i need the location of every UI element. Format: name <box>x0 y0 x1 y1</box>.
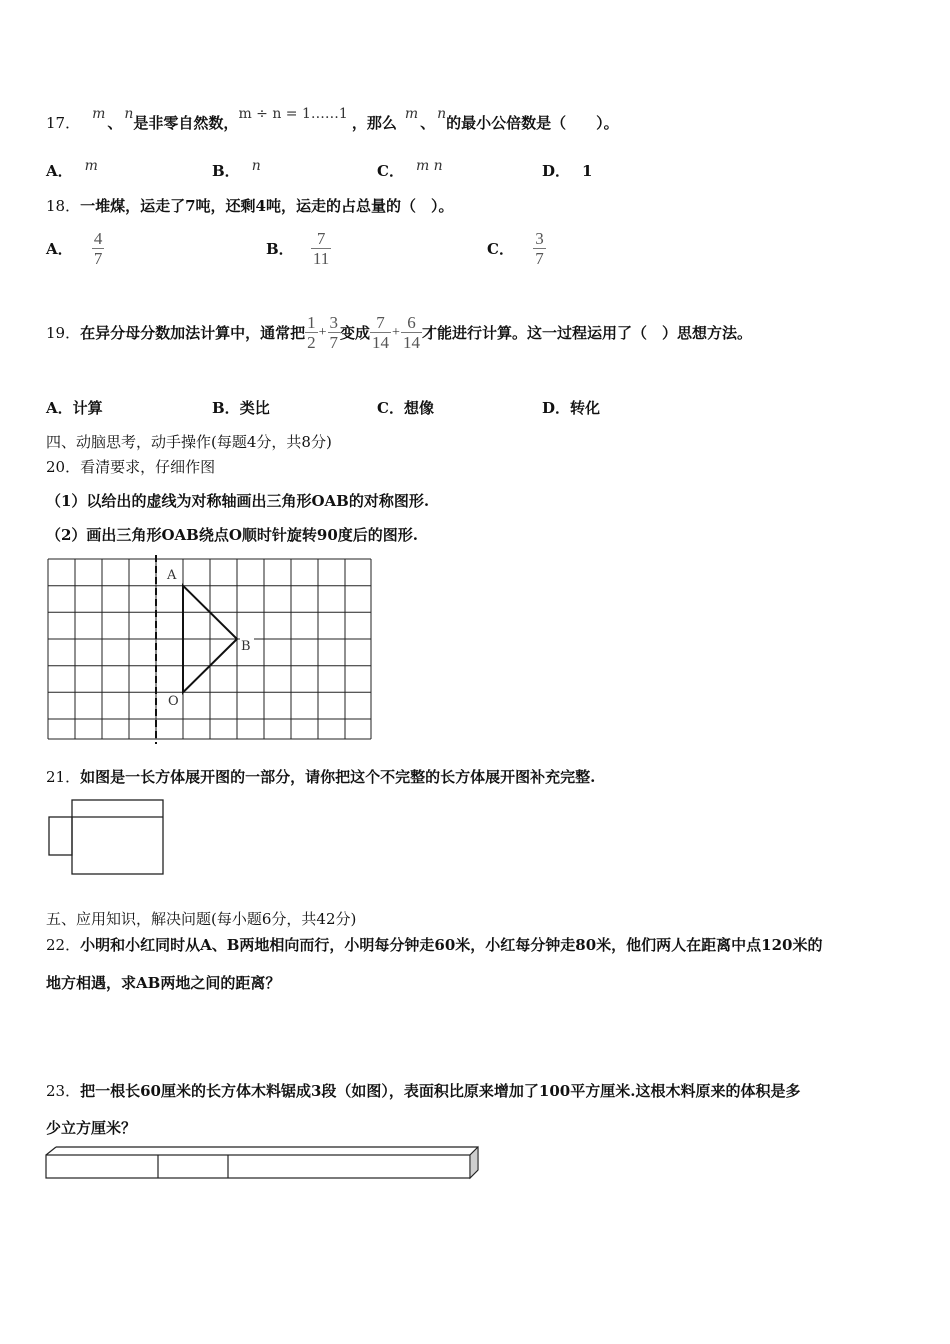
option-label: B． <box>212 162 240 180</box>
q18-option-c[interactable] <box>487 229 546 268</box>
option-label: D． <box>542 162 571 180</box>
fraction-denominator: 11 <box>312 249 330 268</box>
q17-var-m: m <box>92 106 106 122</box>
label-o: O <box>168 694 179 709</box>
option-label: A． <box>46 162 73 180</box>
q20-text: 看清要求，仔细作图 <box>80 458 216 476</box>
q22-number: 22． <box>46 936 81 954</box>
q19-option-a[interactable] <box>46 397 103 418</box>
wood-bar-top-left-edge <box>46 1147 56 1155</box>
fraction <box>92 229 105 268</box>
q20-stem <box>46 456 215 477</box>
q22-line2: 地方相遇，求AB两地之间的距离？ <box>46 974 281 992</box>
q21-text: 如图是一长方体展开图的一部分，请你把这个不完整的长方体展开图补充完整. <box>80 768 596 786</box>
fraction-denominator: 7 <box>329 333 339 352</box>
fraction-3-7 <box>328 313 341 352</box>
q19-option-b[interactable] <box>212 397 270 418</box>
q18-text: 一堆煤，运走了7吨，还剩4吨，运走的占总量的（ ）。 <box>80 197 454 215</box>
fraction-numerator: 3 <box>535 229 544 248</box>
q17-option-c[interactable] <box>377 160 443 181</box>
option-label: C． <box>377 162 404 180</box>
fraction-numerator: 3 <box>329 313 339 332</box>
fraction <box>533 229 546 268</box>
fraction-numerator: 4 <box>93 229 103 248</box>
q23-number: 23． <box>46 1082 81 1100</box>
fraction-numerator: 7 <box>376 313 385 332</box>
option-label: C． <box>487 240 514 258</box>
fraction-denominator: 7 <box>93 249 103 268</box>
fraction-1-2 <box>305 313 318 352</box>
q17-text3: 的最小公倍数是（ ）。 <box>446 114 619 132</box>
option-label: D． <box>542 399 571 417</box>
fraction <box>311 229 331 268</box>
q20-sub2: （2）画出三角形OAB绕点O顺时针旋转90度后的图形. <box>46 526 418 544</box>
q23-line2: 少立方厘米？ <box>46 1119 137 1137</box>
option-value: m <box>84 158 98 174</box>
option-value: 类比 <box>239 399 270 417</box>
q17-var-m2: m <box>404 106 419 122</box>
option-label: C． <box>377 399 404 417</box>
option-value: 计算 <box>72 399 103 417</box>
wood-bar-end-face <box>470 1147 478 1178</box>
section5-title: 五、应用知识，解决问题(每小题6分，共42分) <box>46 910 357 928</box>
q18-option-a[interactable] <box>46 229 104 268</box>
option-value: m n <box>415 158 443 174</box>
plus-sign: + <box>392 324 400 340</box>
cuboid-net-figure <box>44 795 170 880</box>
q21-number: 21． <box>46 768 81 786</box>
q18-number: 18． <box>46 197 81 215</box>
option-label: A． <box>46 399 73 417</box>
option-label: B． <box>212 399 240 417</box>
option-label: B． <box>266 240 294 258</box>
option-value: 转化 <box>570 399 601 417</box>
q17-formula: m ÷ n = 1……1 <box>238 106 348 122</box>
q17-text2: ，那么 <box>351 114 397 132</box>
wood-bar-front <box>46 1155 470 1178</box>
fraction-numerator: 6 <box>407 313 416 332</box>
q19-text3: 才能进行计算。这一过程运用了（ ）思想方法。 <box>421 324 752 342</box>
fraction-denominator: 14 <box>372 333 390 352</box>
option-value: 1 <box>582 162 593 180</box>
q20-sub1: （1）以给出的虚线为对称轴画出三角形OAB的对称图形. <box>46 492 430 510</box>
q18-stem <box>46 195 453 216</box>
fraction-denominator: 2 <box>307 333 316 352</box>
q23-text-line1: 把一根长60厘米的长方体木料锯成3段（如图），表面积比原来增加了100平方厘米.这根木料原来的体积是多 <box>80 1082 801 1100</box>
label-b: B <box>241 639 251 654</box>
q21-stem <box>46 766 595 787</box>
section4-title: 四、动脑思考，动手操作(每题4分，共8分) <box>46 433 332 451</box>
q17-var-n: n <box>124 106 134 122</box>
q17-var-n2: n <box>437 106 447 122</box>
fraction-denominator: 7 <box>535 249 544 268</box>
q17-option-d[interactable] <box>542 160 592 181</box>
fraction-7-14 <box>370 313 391 352</box>
net-side-rect <box>49 817 72 855</box>
q18-option-b[interactable] <box>266 229 331 268</box>
q17-sep2: 、 <box>420 114 436 132</box>
option-value: 想像 <box>403 399 434 417</box>
q17-sep: 、 <box>107 114 123 132</box>
q20-number: 20． <box>46 458 81 476</box>
fraction-6-14 <box>401 313 422 352</box>
q22-line1 <box>46 934 822 955</box>
plus-sign: + <box>318 324 327 340</box>
q19-stem <box>46 313 752 352</box>
label-a: A <box>167 568 177 583</box>
q17-number: 17． <box>46 114 81 132</box>
q17-text1: 是非零自然数， <box>133 114 239 132</box>
fraction-numerator: 7 <box>316 229 326 248</box>
q19-number: 19． <box>46 324 81 342</box>
fraction-denominator: 14 <box>402 333 420 352</box>
fraction-numerator: 1 <box>307 313 316 332</box>
option-value: n <box>251 158 261 174</box>
q19-text1: 在异分母分数加法计算中，通常把 <box>80 324 306 342</box>
q17-option-b[interactable] <box>212 160 261 181</box>
grid-figure <box>40 552 380 747</box>
q19-text2: 变成 <box>340 324 371 342</box>
q19-option-d[interactable] <box>542 397 600 418</box>
option-label: A． <box>46 240 73 258</box>
q22-text-line1: 小明和小红同时从A、B两地相向而行，小明每分钟走60米，小红每分钟走80米，他们两人在距离中点120米的 <box>80 936 823 954</box>
q17-option-a[interactable] <box>46 160 98 181</box>
net-main-rect <box>72 800 163 874</box>
grid-lines <box>48 559 371 739</box>
q19-option-c[interactable] <box>377 397 434 418</box>
wood-bar-figure <box>42 1143 484 1185</box>
q23-line1 <box>46 1080 800 1101</box>
q17-stem <box>46 106 619 133</box>
